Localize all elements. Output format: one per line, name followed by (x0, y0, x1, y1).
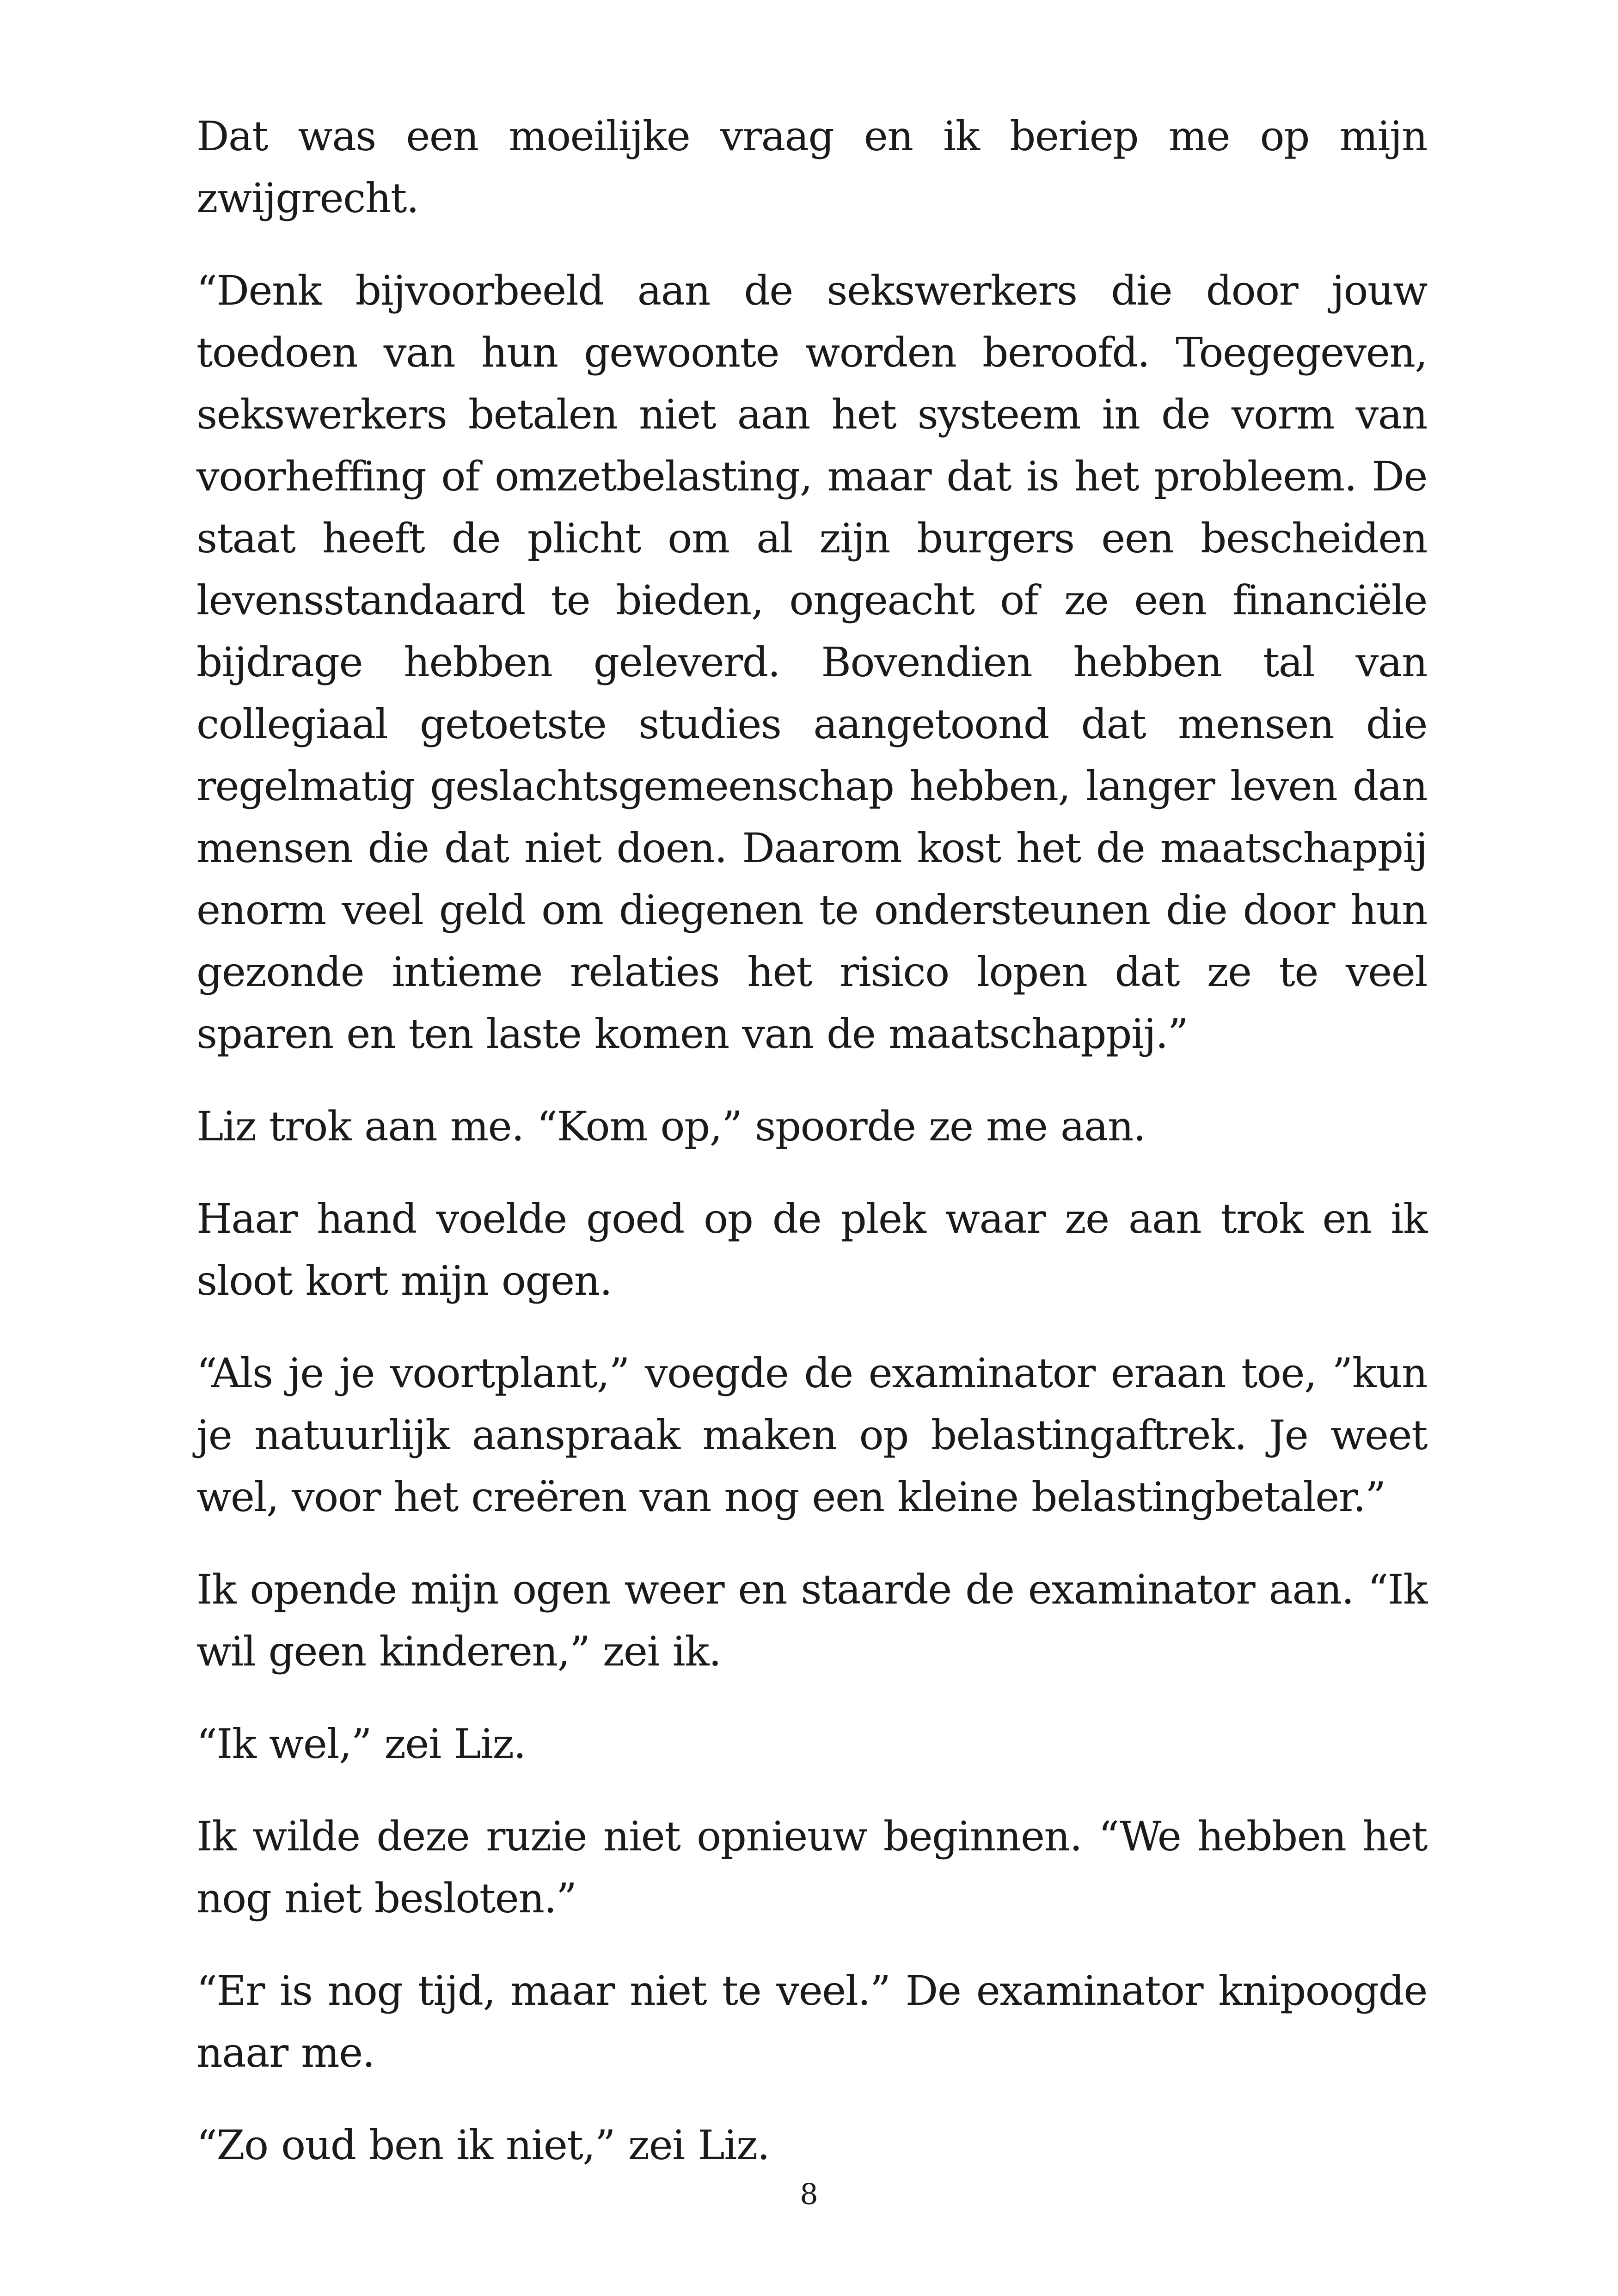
paragraph: “Denk bijvoorbeeld aan de sekswerkers die door jouw toedoen van hun gewoonte worden beroofd. Toegegeven, sekswerkers betalen niet aan het systeem in de vorm van voorheffing of omzetbelasting, maar dat is het probleem. De staat heeft de plicht om al zijn burgers een bescheiden levensstandaard te bieden, ongeacht of ze een financiële bijdrage hebben geleverd. Bovendien hebben tal van collegiaal getoetste studies aangetoond dat mensen die regelmatig geslachtsgemeenschap hebben, langer leven dan mensen die dat niet doen. Daarom kost het de maatschappij enorm veel geld om diegenen te ondersteunen die door hun gezonde intieme relaties het risico lopen dat ze te veel sparen en ten laste komen van de maatschappij.” (196, 267, 1427, 1058)
paragraph: Ik opende mijn ogen weer en staarde de examinator aan. “Ik wil geen kinderen,” zei ik. (196, 1566, 1427, 1675)
paragraph: Haar hand voelde goed op de plek waar ze aan trok en ik sloot kort mijn ogen. (196, 1195, 1427, 1304)
paragraph: Liz trok aan me. “Kom op,” spoorde ze me aan. (196, 1102, 1146, 1150)
paragraph: “Als je je voortplant,” voegde de examinator eraan toe, ”kun je natuurlijk aanspraak maken op belastingaftrek. Je weet wel, voor het creëren van nog een kleine belastingbetaler.” (196, 1349, 1427, 1521)
paragraph: “Ik wel,” zei Liz. (196, 1720, 526, 1768)
paragraph: Dat was een moeilijke vraag en ik beriep me op mijn zwijgrecht. (196, 112, 1427, 222)
page-number: 8 (800, 2177, 818, 2211)
body-text (196, 105, 1427, 2207)
paragraph: “Er is nog tijd, maar niet te veel.” De examinator knipoogde naar me. (196, 1967, 1427, 2076)
paragraph: Ik wilde deze ruzie niet opnieuw beginnen. “We hebben het nog niet besloten.” (196, 1812, 1427, 1922)
paragraph: “Zo oud ben ik niet,” zei Liz. (196, 2121, 770, 2169)
